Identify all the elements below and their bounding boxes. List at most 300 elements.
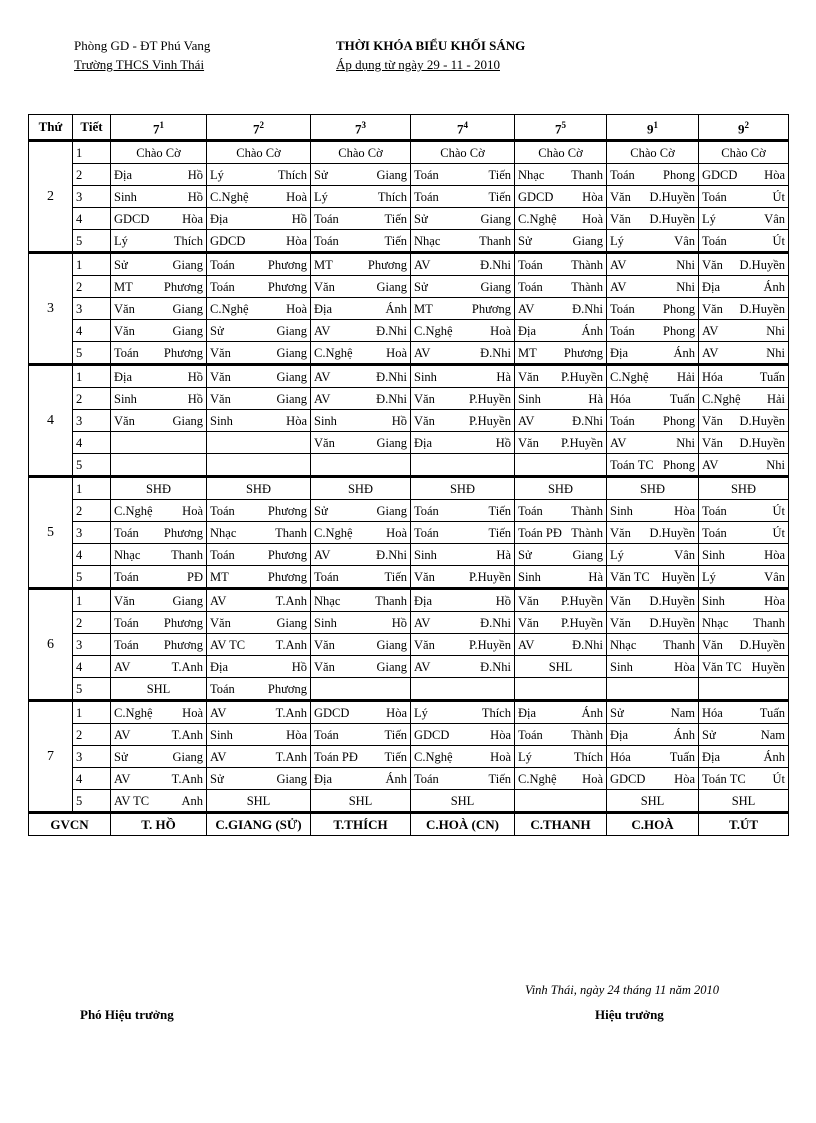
subject: Chào Cờ (630, 145, 675, 160)
subject: Sinh (702, 547, 725, 562)
period-number: 1 (73, 253, 111, 276)
subject: MT (210, 569, 229, 584)
teacher: Hòa (490, 727, 511, 742)
teacher: Đ.Nhi (376, 323, 407, 338)
subject: C.Nghệ (702, 391, 741, 406)
subject: SHĐ (347, 481, 373, 496)
lesson-cell (699, 566, 789, 589)
lesson-cell (111, 522, 207, 544)
teacher: Hoà (286, 301, 307, 316)
teacher: Phương (267, 569, 307, 584)
subject: Sử (114, 257, 128, 272)
lesson-cell (515, 724, 607, 746)
subject: SHL (548, 659, 573, 674)
lesson-cell (515, 656, 607, 678)
class-number: 3 (361, 120, 366, 130)
subject: Sử (610, 705, 624, 720)
teacher: Đ.Nhi (480, 345, 511, 360)
lesson-cell (311, 388, 411, 410)
teacher: D.Huyền (739, 413, 785, 428)
subject: Hóa (702, 705, 723, 720)
period-row (29, 634, 789, 656)
subject: Nhạc (702, 615, 729, 630)
lesson-cell (515, 230, 607, 253)
lesson-cell (111, 342, 207, 365)
subject: Sử (414, 211, 428, 226)
lesson-cell (607, 276, 699, 298)
lesson-cell (607, 678, 699, 701)
teacher: Tuấn (759, 705, 785, 720)
subject: AV (114, 659, 131, 674)
lesson-cell (111, 724, 207, 746)
lesson-cell (311, 298, 411, 320)
lesson-cell (311, 320, 411, 342)
lesson-cell (311, 141, 411, 164)
lesson-cell (207, 365, 311, 388)
subject: Lý (702, 211, 716, 226)
lesson-cell (699, 724, 789, 746)
subject: Nhạc (314, 593, 341, 608)
day-label: 6 (29, 589, 73, 701)
lesson-cell (515, 634, 607, 656)
teacher: Tiến (488, 503, 511, 518)
teacher: Giang (172, 749, 203, 764)
period-row (29, 612, 789, 634)
period-row (29, 276, 789, 298)
subject: Toán (610, 413, 635, 428)
subject: Sinh (210, 413, 233, 428)
lesson-cell (207, 500, 311, 522)
subject: Văn (114, 323, 135, 338)
lesson-cell (411, 790, 515, 813)
teacher: Phong (663, 413, 695, 428)
subject: MT (518, 345, 537, 360)
lesson-cell (311, 589, 411, 612)
period-row (29, 186, 789, 208)
lesson-cell (111, 141, 207, 164)
lesson-cell (111, 432, 207, 454)
document-header (336, 36, 525, 74)
subject: GDCD (114, 211, 150, 226)
teacher: Thành (571, 503, 603, 518)
period-number: 4 (73, 432, 111, 454)
period-row (29, 790, 789, 813)
lesson-cell (111, 678, 207, 701)
subject: AV (414, 257, 431, 272)
col-header-class (699, 115, 789, 141)
teacher: P.Huyền (560, 615, 603, 630)
teacher: Đ.Nhi (480, 615, 511, 630)
lesson-cell (311, 410, 411, 432)
lesson-cell (207, 186, 311, 208)
subject: Toán (210, 547, 235, 562)
subject: C.Nghệ (518, 211, 557, 226)
teacher: Hòa (286, 413, 307, 428)
teacher: Hoà (286, 189, 307, 204)
subject: Toán (702, 233, 727, 248)
lesson-cell (699, 365, 789, 388)
subject: Sử (414, 279, 428, 294)
teacher: Phong (663, 301, 695, 316)
lesson-cell (607, 768, 699, 790)
lesson-cell (411, 208, 515, 230)
teacher: Đ.Nhi (572, 637, 603, 652)
subject: Địa (518, 323, 537, 338)
teacher: Hồ (187, 167, 203, 182)
teacher: Thích (277, 167, 307, 182)
period-number: 5 (73, 790, 111, 813)
period-number: 1 (73, 701, 111, 724)
teacher: Ánh (673, 345, 695, 360)
lesson-cell (607, 522, 699, 544)
lesson-cell (207, 746, 311, 768)
lesson-cell (699, 230, 789, 253)
subject: Văn (314, 637, 335, 652)
lesson-cell (111, 208, 207, 230)
lesson-cell (411, 612, 515, 634)
lesson-cell (207, 141, 311, 164)
lesson-cell (411, 230, 515, 253)
teacher: Hòa (674, 503, 695, 518)
subject: AV (518, 301, 535, 316)
lesson-cell (311, 230, 411, 253)
lesson-cell (411, 522, 515, 544)
subject: Toán (114, 345, 139, 360)
subject: Văn (210, 615, 231, 630)
subject: Lý (702, 569, 716, 584)
apply-date: Áp dụng từ ngày 29 - 11 - 2010 (336, 57, 500, 72)
subject: Sử (210, 323, 224, 338)
lesson-cell (411, 678, 515, 701)
teacher: Ánh (581, 323, 603, 338)
period-number: 3 (73, 410, 111, 432)
lesson-cell (699, 746, 789, 768)
teacher: Hòa (286, 727, 307, 742)
lesson-cell (515, 141, 607, 164)
subject: Nhạc (210, 525, 237, 540)
lesson-cell (311, 566, 411, 589)
teacher: Giang (376, 435, 407, 450)
lesson-cell (515, 790, 607, 813)
subject: Địa (702, 749, 721, 764)
teacher: Thanh (663, 637, 695, 652)
subject: GDCD (702, 167, 738, 182)
teacher: Thanh (571, 167, 603, 182)
teacher: Thanh (479, 233, 511, 248)
lesson-cell (311, 208, 411, 230)
subject: Nhạc (114, 547, 141, 562)
period-row (29, 724, 789, 746)
teacher: Nam (670, 705, 695, 720)
teacher: Hồ (291, 659, 307, 674)
lesson-cell (311, 544, 411, 566)
lesson-cell (207, 230, 311, 253)
lesson-cell (411, 388, 515, 410)
teacher: Tuấn (669, 391, 695, 406)
subject: Toán (414, 167, 439, 182)
lesson-cell (311, 454, 411, 477)
lesson-cell (111, 454, 207, 477)
teacher: P.Huyền (560, 435, 603, 450)
teacher: Tiến (384, 727, 407, 742)
teacher: Hòa (764, 593, 785, 608)
teacher: Nhi (676, 279, 695, 294)
subject: Địa (114, 167, 133, 182)
subject: AV (518, 413, 535, 428)
subject: AV (414, 345, 431, 360)
teacher: Thanh (375, 593, 407, 608)
subject: Địa (210, 659, 229, 674)
teacher: Thích (377, 189, 407, 204)
subject: SHĐ (547, 481, 573, 496)
teacher: Vân (764, 569, 785, 584)
subject: Toán TC (610, 457, 654, 472)
period-number: 1 (73, 365, 111, 388)
teacher: Giang (172, 593, 203, 608)
teacher: Hải (676, 369, 695, 384)
period-number: 3 (73, 746, 111, 768)
day-label: 7 (29, 701, 73, 813)
period-number: 5 (73, 230, 111, 253)
subject: Toán (518, 727, 543, 742)
period-row (29, 365, 789, 388)
subject: Toán (702, 503, 727, 518)
lesson-cell (411, 544, 515, 566)
school-header (74, 36, 210, 74)
teacher: Nhi (766, 457, 785, 472)
teacher: Giang (572, 547, 603, 562)
lesson-cell (699, 522, 789, 544)
subject: Văn (702, 637, 723, 652)
subject: Địa (314, 771, 333, 786)
subject: Toán (610, 323, 635, 338)
lesson-cell (411, 298, 515, 320)
lesson-cell (607, 454, 699, 477)
lesson-cell (515, 522, 607, 544)
teacher: Hoà (582, 771, 603, 786)
teacher: Ánh (673, 727, 695, 742)
subject: Lý (114, 233, 128, 248)
lesson-cell (311, 365, 411, 388)
lesson-cell (111, 790, 207, 813)
subject: GDCD (518, 189, 554, 204)
lesson-cell (207, 298, 311, 320)
subject: Văn (414, 413, 435, 428)
subject: Văn (314, 659, 335, 674)
teacher: Ánh (385, 301, 407, 316)
homeroom-teacher: C.HOÀ (CN) (411, 813, 515, 836)
teacher: Tiến (384, 569, 407, 584)
teacher: Phong (663, 323, 695, 338)
lesson-cell (411, 746, 515, 768)
subject: Văn (610, 525, 631, 540)
teacher: Giang (172, 301, 203, 316)
lesson-cell (311, 678, 411, 701)
teacher: Hồ (291, 211, 307, 226)
teacher: Phương (267, 547, 307, 562)
lesson-cell (699, 656, 789, 678)
subject: Văn (414, 391, 435, 406)
subject: Toán (114, 615, 139, 630)
teacher: Phương (267, 257, 307, 272)
teacher: Vân (674, 233, 695, 248)
lesson-cell (515, 746, 607, 768)
class-number: 1 (653, 120, 658, 130)
subject: Toán (314, 211, 339, 226)
teacher: Hòa (674, 659, 695, 674)
teacher: Giang (276, 323, 307, 338)
teacher: Hà (588, 391, 603, 406)
lesson-cell (207, 410, 311, 432)
lesson-cell (207, 253, 311, 276)
department-name: Phòng GD - ĐT Phú Vang (74, 38, 211, 53)
subject: C.Nghệ (114, 705, 153, 720)
lesson-cell (207, 768, 311, 790)
subject: Sinh (414, 547, 437, 562)
teacher: Phương (163, 615, 203, 630)
lesson-cell (607, 477, 699, 500)
teacher: Giang (276, 369, 307, 384)
lesson-cell (515, 253, 607, 276)
lesson-cell (207, 612, 311, 634)
lesson-cell (311, 724, 411, 746)
teacher: Giang (376, 503, 407, 518)
teacher: Thành (571, 727, 603, 742)
subject: Địa (610, 345, 629, 360)
lesson-cell (515, 566, 607, 589)
subject: Địa (314, 301, 333, 316)
teacher: Nam (760, 727, 785, 742)
lesson-cell (411, 634, 515, 656)
lesson-cell (607, 208, 699, 230)
teacher: Tiến (488, 771, 511, 786)
lesson-cell (411, 566, 515, 589)
lesson-cell (411, 342, 515, 365)
period-number: 4 (73, 544, 111, 566)
teacher: Ánh (763, 279, 785, 294)
lesson-cell (111, 701, 207, 724)
teacher: Huyền (661, 569, 695, 584)
lesson-cell (699, 454, 789, 477)
teacher: Vân (674, 547, 695, 562)
lesson-cell (515, 298, 607, 320)
lesson-cell (515, 768, 607, 790)
subject: AV (414, 615, 431, 630)
lesson-cell (699, 612, 789, 634)
header-row (29, 115, 789, 141)
period-number: 3 (73, 186, 111, 208)
lesson-cell (311, 276, 411, 298)
subject: AV (702, 457, 719, 472)
lesson-cell (311, 253, 411, 276)
period-row (29, 544, 789, 566)
teacher: Giang (480, 211, 511, 226)
teacher: Thanh (753, 615, 785, 630)
teacher: Tiến (488, 525, 511, 540)
lesson-cell (607, 589, 699, 612)
subject: SHĐ (449, 481, 475, 496)
subject: Văn TC (610, 569, 650, 584)
lesson-cell (111, 365, 207, 388)
teacher: D.Huyền (739, 301, 785, 316)
lesson-cell (207, 544, 311, 566)
lesson-cell (311, 432, 411, 454)
subject: Văn (314, 435, 335, 450)
teacher: Hoà (490, 749, 511, 764)
class-number: 2 (259, 120, 264, 130)
subject: C.Nghệ (414, 749, 453, 764)
lesson-cell (607, 410, 699, 432)
period-row (29, 432, 789, 454)
subject: SHL (246, 793, 271, 808)
teacher: Thành (571, 525, 603, 540)
subject: Chào Cờ (136, 145, 181, 160)
lesson-cell (699, 768, 789, 790)
teacher: Giang (376, 167, 407, 182)
teacher: Đ.Nhi (572, 301, 603, 316)
lesson-cell (411, 500, 515, 522)
teacher: Nhi (676, 257, 695, 272)
period-row (29, 320, 789, 342)
subject: SHĐ (730, 481, 756, 496)
lesson-cell (515, 208, 607, 230)
period-number: 2 (73, 276, 111, 298)
period-number: 1 (73, 477, 111, 500)
subject: Văn (518, 369, 539, 384)
subject: Văn (518, 615, 539, 630)
teacher: T.Anh (275, 637, 307, 652)
subject: C.Nghệ (610, 369, 649, 384)
subject: Văn (610, 615, 631, 630)
lesson-cell (411, 701, 515, 724)
teacher: Hồ (391, 615, 407, 630)
teacher: Giang (276, 391, 307, 406)
subject: SHĐ (245, 481, 271, 496)
subject: Văn (314, 279, 335, 294)
subject: Nhạc (610, 637, 637, 652)
subject: Địa (414, 435, 433, 450)
subject: C.Nghệ (314, 525, 353, 540)
subject: Toán PĐ (518, 525, 562, 540)
col-header-class (607, 115, 699, 141)
lesson-cell (699, 141, 789, 164)
subject: Văn TC (702, 659, 742, 674)
period-number: 4 (73, 208, 111, 230)
period-row (29, 230, 789, 253)
lesson-cell (311, 522, 411, 544)
lesson-cell (515, 544, 607, 566)
subject: C.Nghệ (210, 301, 249, 316)
teacher: T.Anh (171, 659, 203, 674)
period-row (29, 342, 789, 365)
teacher: Phương (267, 681, 307, 696)
lesson-cell (207, 208, 311, 230)
teacher: Tiến (488, 167, 511, 182)
day-label: 2 (29, 141, 73, 253)
subject: AV (210, 593, 227, 608)
subject: Sinh (610, 659, 633, 674)
period-row (29, 589, 789, 612)
period-row (29, 141, 789, 164)
teacher: T.Anh (275, 749, 307, 764)
teacher: Thành (571, 257, 603, 272)
subject: Sinh (210, 727, 233, 742)
school-name: Trường THCS Vinh Thái (74, 57, 205, 72)
subject: Nhạc (518, 167, 545, 182)
lesson-cell (607, 500, 699, 522)
lesson-cell (411, 768, 515, 790)
lesson-cell (111, 612, 207, 634)
